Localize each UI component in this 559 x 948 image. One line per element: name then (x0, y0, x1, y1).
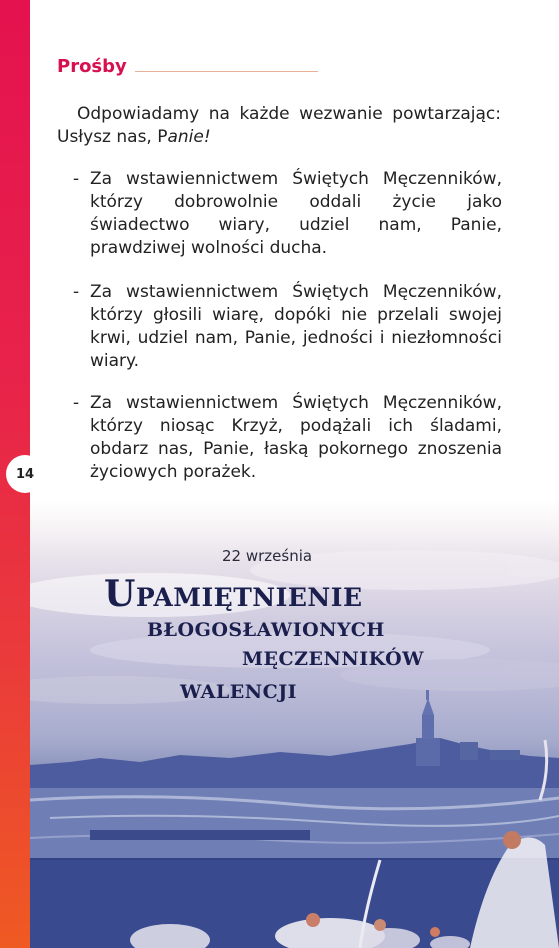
page-number-label: 14 (15, 466, 35, 482)
page-number (6, 455, 44, 493)
petition-dash: - (73, 282, 80, 302)
petition-text: Za wstawiennictwem Świętych Męczenników, którzy dobrowolnie oddali życie jako świadectwo wiary, udziel nam, Panie, prawdziwej wolności ducha. (90, 169, 502, 258)
painting-illustration (30, 500, 559, 948)
bridge (90, 830, 310, 840)
intro-paragraph (57, 103, 501, 149)
petition-text: Za wstawiennictwem Świętych Męczenników, którzy niosąc Krzyż, podążali ich śladami, obdarz nas, Panie, łaską pokornego znoszenia życiowych porażek. (90, 393, 502, 482)
section-heading: Prośby (57, 56, 127, 77)
petition-item (72, 281, 502, 373)
feast-title-line-2: błogosławionych (147, 612, 385, 643)
feast-date: 22 września (222, 547, 313, 565)
petition-item (72, 168, 502, 260)
petition-text: Za wstawiennictwem Świętych Męczenników, którzy głosili wiarę, dopóki nie przelali swojej krwi, udziel nam, Panie, jedności i niezłomności wiary. (90, 282, 502, 371)
petition-item (72, 392, 502, 484)
feast-title-line-3: męczenników (242, 641, 425, 672)
intro-emphasis: anie! (167, 127, 211, 147)
petition-dash: - (73, 169, 80, 189)
petition-dash: - (73, 393, 80, 413)
valencia-painting (30, 500, 559, 948)
river (30, 788, 559, 858)
city-skyline (30, 690, 559, 790)
heading-rule (135, 71, 318, 72)
feast-title-line-1: Upamiętnienie (104, 573, 363, 615)
intro-text: Odpowiadamy na każde wezwanie powtarzając: Usłysz nas, P (57, 104, 501, 147)
feast-title-line-4: walencji (180, 674, 298, 705)
